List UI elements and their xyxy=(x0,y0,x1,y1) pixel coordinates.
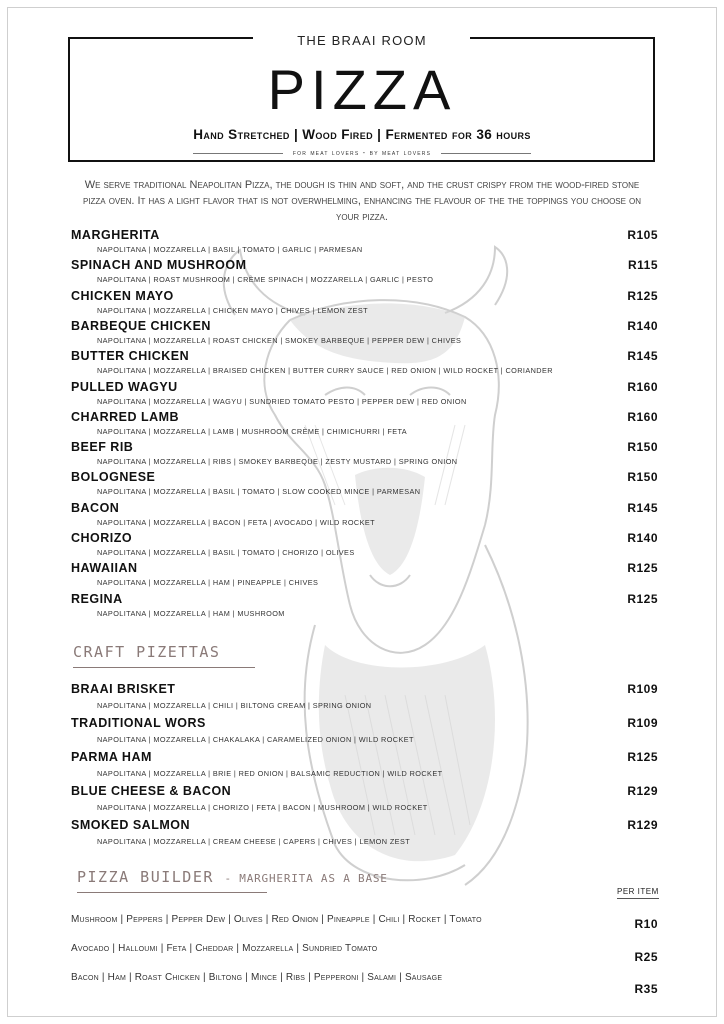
item-ingredients: NAPOLITANA | MOZZARELLA | BRAISED CHICKEN | BUTTER CURRY SAUCE | RED ONION | WILD ROCKET | CORIANDER xyxy=(97,366,553,376)
item-price: R109 xyxy=(627,716,658,730)
pizetta-item xyxy=(71,818,658,850)
builder-price: R10 xyxy=(634,917,658,931)
item-price: R160 xyxy=(627,379,658,394)
item-name: REGINA xyxy=(71,591,123,606)
item-ingredients: NAPOLITANA | MOZZARELLA | ROAST CHICKEN | SMOKEY BARBEQUE | PEPPER DEW | CHIVES xyxy=(97,335,462,345)
builder-subheading: - MARGHERITA AS A BASE xyxy=(224,872,388,885)
item-name: BUTTER CHICKEN xyxy=(71,349,190,364)
builder-price: R25 xyxy=(634,950,658,964)
item-name: PARMA HAM xyxy=(71,750,152,764)
per-item-rule xyxy=(617,898,659,899)
item-price: R125 xyxy=(627,561,658,576)
item-name: CHARRED LAMB xyxy=(71,409,180,424)
item-price: R125 xyxy=(627,750,658,764)
item-name: BRAAI BRISKET xyxy=(71,682,176,696)
item-ingredients: NAPOLITANA | MOZZARELLA | BASIL | TOMATO | SLOW COOKED MINCE | PARMESAN xyxy=(97,487,421,497)
item-ingredients: NAPOLITANA | MOZZARELLA | CHORIZO | FETA | BACON | MUSHROOM | WILD ROCKET xyxy=(97,803,428,812)
pizetta-item xyxy=(71,750,658,782)
item-price: R115 xyxy=(627,258,658,273)
pizza-item xyxy=(71,319,658,347)
pizza-item xyxy=(71,592,658,620)
pizetta-item xyxy=(71,682,658,714)
section-heading-pizettas: CRAFT PIZETTAS xyxy=(73,643,221,661)
builder-toppings: Bacon | Ham | Roast Chicken | Biltong | Mince | Ribs | Pepperoni | Salami | Sausage xyxy=(71,972,443,983)
builder-row xyxy=(71,972,658,998)
pizza-item xyxy=(71,349,658,377)
item-ingredients: NAPOLITANA | MOZZARELLA | CHAKALAKA | CARAMELIZED ONION | WILD ROCKET xyxy=(97,735,414,744)
item-price: R129 xyxy=(627,784,658,798)
item-name: HAWAIIAN xyxy=(71,561,138,576)
item-price: R105 xyxy=(627,228,658,242)
item-ingredients: NAPOLITANA | MOZZARELLA | CREAM CHEESE | CAPERS | CHIVES | LEMON ZEST xyxy=(97,837,411,846)
divider xyxy=(193,153,283,154)
item-ingredients: NAPOLITANA | MOZZARELLA | BRIE | RED ONION | BALSAMIC REDUCTION | WILD ROCKET xyxy=(97,769,443,778)
menu-tagline: Hand Stretched | Wood Fired | Fermented for 36 hours xyxy=(193,127,531,142)
item-ingredients: NAPOLITANA | MOZZARELLA | HAM | MUSHROOM xyxy=(97,608,285,618)
pizza-item xyxy=(71,228,658,256)
pizza-item xyxy=(71,561,658,589)
item-name: MARGHERITA xyxy=(71,228,160,242)
item-name: SMOKED SALMON xyxy=(71,818,190,832)
menu-subtagline: for meat lovers - by meat lovers xyxy=(292,148,432,157)
item-ingredients: NAPOLITANA | MOZZARELLA | WAGYU | SUNDRIED TOMATO PESTO | PEPPER DEW | RED ONION xyxy=(97,396,467,406)
pizza-item xyxy=(71,440,658,468)
pizza-item xyxy=(71,470,658,498)
item-ingredients: NAPOLITANA | MOZZARELLA | LAMB | MUSHROOM CRÈME | CHIMICHURRI | FETA xyxy=(97,426,408,436)
pizza-item xyxy=(71,410,658,438)
item-name: BOLOGNESE xyxy=(71,470,156,485)
item-ingredients: NAPOLITANA | MOZZARELLA | BASIL | TOMATO | GARLIC | PARMESAN xyxy=(97,245,363,254)
menu-title: PIZZA xyxy=(267,58,457,121)
item-ingredients: NAPOLITANA | MOZZARELLA | RIBS | SMOKEY BARBEQUE | ZESTY MUSTARD | SPRING ONION xyxy=(97,457,458,467)
pizetta-item xyxy=(71,784,658,816)
section-rule-builder xyxy=(77,892,267,893)
item-ingredients: NAPOLITANA | MOZZARELLA | CHICKEN MAYO | CHIVES | LEMON ZEST xyxy=(97,305,368,315)
item-price: R140 xyxy=(627,318,658,333)
item-price: R160 xyxy=(627,409,658,424)
item-ingredients: NAPOLITANA | MOZZARELLA | HAM | PINEAPPLE | CHIVES xyxy=(97,578,319,588)
item-price: R145 xyxy=(627,349,658,364)
item-price: R129 xyxy=(627,818,658,832)
item-price: R125 xyxy=(627,288,658,303)
item-price: R109 xyxy=(627,682,658,696)
pizza-item xyxy=(71,531,658,559)
menu-subtagline-row xyxy=(0,148,724,157)
builder-toppings: Mushroom | Peppers | Pepper Dew | Olives | Red Onion | Pineapple | Chili | Rocket | Tomato xyxy=(71,914,482,925)
pizza-item xyxy=(71,380,658,408)
per-item-label: PER ITEM xyxy=(617,887,659,896)
section-heading-builder xyxy=(77,868,388,886)
item-name: BACON xyxy=(71,500,120,515)
builder-heading: PIZZA BUILDER xyxy=(77,868,214,886)
pizetta-item xyxy=(71,716,658,748)
item-price: R140 xyxy=(627,531,658,545)
item-name: SPINACH AND MUSHROOM xyxy=(71,258,247,273)
intro-paragraph: We serve traditional Neapolitan Pizza, the dough is thin and soft, and the crust crispy from the wood-fired stone pizza oven. It has a light flavor that is not overwhelming, enhancing the flavour of the the toppings you choose on your pizza. xyxy=(82,179,642,223)
builder-row xyxy=(71,914,658,940)
item-name: CHORIZO xyxy=(71,531,133,545)
item-price: R125 xyxy=(627,591,658,606)
item-name: BLUE CHEESE & BACON xyxy=(71,784,232,798)
item-price: R145 xyxy=(627,500,658,515)
builder-toppings: Avocado | Halloumi | Feta | Cheddar | Mozzarella | Sundried Tomato xyxy=(71,943,378,954)
pizza-item xyxy=(71,501,658,529)
restaurant-name: THE BRAAI ROOM xyxy=(297,33,427,48)
item-name: TRADITIONAL WORS xyxy=(71,716,206,730)
item-name: PULLED WAGYU xyxy=(71,379,178,394)
pizza-item xyxy=(71,289,658,317)
item-price: R150 xyxy=(627,470,658,485)
item-name: BARBEQUE CHICKEN xyxy=(71,318,211,333)
item-ingredients: NAPOLITANA | MOZZARELLA | CHILI | BILTONG CREAM | SPRING ONION xyxy=(97,701,372,710)
item-ingredients: NAPOLITANA | MOZZARELLA | BACON | FETA | AVOCADO | WILD ROCKET xyxy=(97,517,375,527)
item-price: R150 xyxy=(627,440,658,455)
item-ingredients: NAPOLITANA | ROAST MUSHROOM | CRÈME SPINACH | MOZZARELLA | GARLIC | PESTO xyxy=(97,275,434,285)
pizza-item xyxy=(71,258,658,286)
builder-row xyxy=(71,943,658,969)
section-rule-pizettas xyxy=(73,667,255,668)
item-name: BEEF RIB xyxy=(71,440,134,455)
item-ingredients: NAPOLITANA | MOZZARELLA | BASIL | TOMATO | CHORIZO | OLIVES xyxy=(97,548,355,557)
builder-price: R35 xyxy=(634,982,658,996)
item-name: CHICKEN MAYO xyxy=(71,288,174,303)
divider xyxy=(441,153,531,154)
